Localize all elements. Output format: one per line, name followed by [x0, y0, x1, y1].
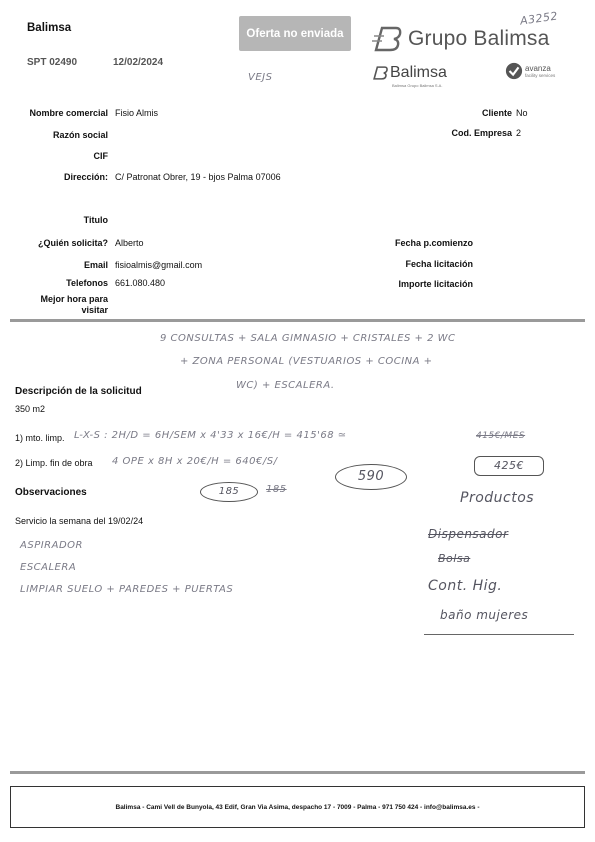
- document-date: 12/02/2024: [113, 57, 164, 68]
- cod-empresa-label: Cod. Empresa: [451, 128, 512, 138]
- handwritten-right-line1: Productos: [460, 490, 535, 506]
- quien-solicita-value: Alberto: [115, 238, 144, 248]
- telefonos-value: 661.080.480: [115, 278, 166, 288]
- grupo-balimsa-logo: [372, 22, 567, 62]
- observaciones-label: Observaciones: [15, 487, 87, 498]
- handwritten-left-line2: ESCALERA: [20, 562, 77, 573]
- handwritten-left-line1: ASPIRADOR: [20, 540, 83, 551]
- nombre-comercial-value: Fisio Almis: [115, 108, 159, 118]
- section-divider-bottom: [10, 771, 585, 774]
- item1-strikethrough: 415€/MES: [476, 431, 526, 441]
- balimsa-mark-icon: [372, 26, 402, 52]
- direccion-value: C/ Patronat Obrer, 19 - bjos Palma 07006: [115, 172, 281, 182]
- handwritten-right-line5: baño mujeres: [440, 608, 529, 622]
- balimsa-small-subtext: Balimsa Grupo Balimsa S.A.: [392, 83, 443, 88]
- item2-circled-price: 590: [335, 464, 407, 490]
- item1-handwritten: L-X-S : 2H/D = 6H/SEM x 4'33 x 16€/H = 415'68 ≃: [74, 430, 347, 441]
- handwritten-initials: VEJS: [248, 72, 273, 83]
- telefonos-label: Telefonos: [66, 278, 108, 288]
- status-button[interactable]: Oferta no enviada: [239, 16, 351, 51]
- section-divider-top: [10, 319, 585, 322]
- razon-social-label: Razón social: [52, 130, 108, 140]
- nombre-comercial-label: Nombre comercial: [29, 108, 108, 118]
- grupo-balimsa-text: Grupo Balimsa: [408, 27, 550, 50]
- footer-text: Balimsa - Cami Vell de Bunyola, 43 Edif, Gran Via Asima, despacho 17 - 7009 - Palma - 971 750 424 - info@balimsa.es -: [115, 803, 480, 811]
- handwritten-right-line4: Cont. Hig.: [428, 578, 503, 594]
- handwritten-note-line1: 9 CONSULTAS + SALA GIMNASIO + CRISTALES + 2 WC: [160, 333, 456, 344]
- avanza-text: avanza: [525, 64, 551, 73]
- fecha-licitacion-label: Fecha licitación: [405, 259, 473, 269]
- email-value: fisioalmis@gmail.com: [115, 260, 203, 270]
- servicio-text: Servicio la semana del 19/02/24: [15, 516, 144, 526]
- mejor-hora-label: Mejor hora para visitar: [40, 294, 108, 315]
- titulo-label: Titulo: [83, 215, 108, 225]
- reference-number: SPT 02490: [27, 57, 78, 68]
- area-value: 350 m2: [15, 404, 46, 414]
- email-label: Email: [83, 260, 108, 270]
- avanza-check-icon: [505, 62, 523, 80]
- handwritten-note-line2: + ZONA PERSONAL (VESTUARIOS + COCINA +: [180, 356, 433, 367]
- item1-circled-price: 425€: [474, 456, 544, 476]
- fecha-comienzo-label: Fecha p.comienzo: [394, 238, 473, 248]
- item2-label: 2) Limp. fin de obra: [15, 458, 93, 468]
- handwritten-right-line3: Bolsa: [438, 552, 471, 565]
- importe-licitacion-label: Importe licitación: [398, 279, 473, 289]
- avanza-subtext: facility services: [525, 73, 556, 78]
- item1-label: 1) mto. limp.: [15, 433, 65, 443]
- item2-handwritten: 4 OPE x 8H x 20€/H = 640€/S/: [112, 456, 278, 467]
- handwritten-code: A3252: [519, 9, 559, 28]
- balimsa-small-text: Balimsa: [390, 64, 447, 81]
- company-name: Balimsa: [27, 22, 72, 34]
- cod-empresa-value: 2: [516, 128, 522, 138]
- direccion-label: Dirección:: [63, 172, 108, 182]
- handwritten-left-line3: LIMPIAR SUELO + PAREDES + PUERTAS: [20, 584, 234, 595]
- descripcion-label: Descripción de la solicitud: [15, 386, 142, 397]
- balimsa-small-mark-icon: [372, 65, 388, 81]
- quien-solicita-label: ¿Quién solicita?: [37, 238, 108, 248]
- item2-sub-strikethrough: 185: [266, 484, 287, 495]
- item2-sub-circled: 185: [200, 482, 258, 502]
- cliente-value: No: [516, 108, 528, 118]
- avanza-logo: [505, 62, 575, 88]
- handwritten-underline: [424, 634, 574, 635]
- cif-label: CIF: [93, 151, 108, 161]
- cliente-label: Cliente: [481, 108, 512, 118]
- footer: [10, 786, 585, 828]
- handwritten-right-line2: Dispensador: [428, 527, 509, 541]
- balimsa-small-logo: [372, 64, 472, 90]
- handwritten-note-line3: WC) + ESCALERA.: [236, 380, 335, 391]
